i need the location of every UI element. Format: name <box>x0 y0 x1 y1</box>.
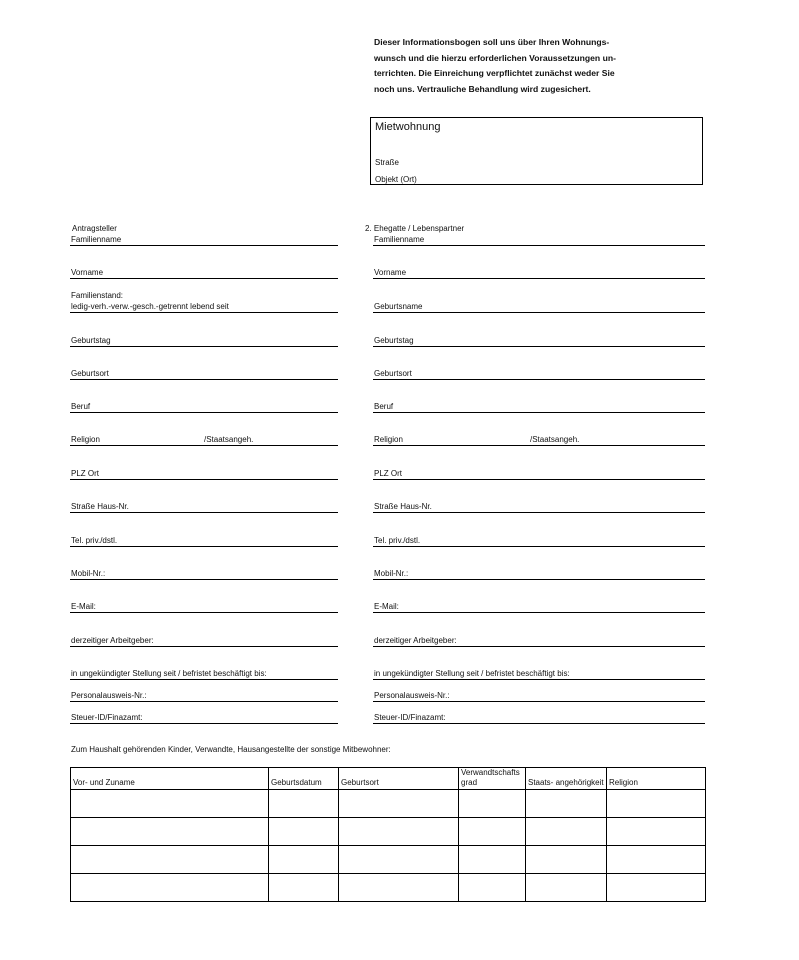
spouse-birthname-field[interactable] <box>373 302 705 313</box>
field-label: Tel. priv./dstl. <box>71 536 118 545</box>
spouse-employment-field[interactable] <box>373 669 705 680</box>
table-cell[interactable] <box>339 874 459 902</box>
applicant-nationality-label: /Staatsangeh. <box>204 435 254 444</box>
spouse-birthplace-field[interactable] <box>373 369 705 380</box>
table-header-row <box>71 768 706 790</box>
spouse-employer-field[interactable] <box>373 636 705 647</box>
applicant-employer-field[interactable] <box>70 636 338 647</box>
field-label: Vorname <box>374 268 407 277</box>
rental-title: Mietwohnung <box>375 121 441 133</box>
applicant-profession-field[interactable] <box>70 402 338 413</box>
spouse-firstname-field[interactable] <box>373 268 705 279</box>
field-label: Personalausweis-Nr.: <box>374 691 450 700</box>
applicant-marital-status-field[interactable] <box>70 291 338 313</box>
field-label: Mobil-Nr.: <box>374 569 409 578</box>
field-label: ledig-verh.-verw.-gesch.-getrennt lebend seit <box>71 302 229 311</box>
table-cell[interactable] <box>607 846 706 874</box>
field-label: Geburtsname <box>374 302 423 311</box>
table-cell[interactable] <box>71 818 269 846</box>
field-label: Geburtsort <box>374 369 412 378</box>
table-cell[interactable] <box>607 790 706 818</box>
applicant-mobile-field[interactable] <box>70 569 338 580</box>
column-header: Staats- angehörigkeit <box>526 768 607 790</box>
table-cell[interactable] <box>459 818 526 846</box>
field-label: derzeitiger Arbeitgeber: <box>71 636 154 645</box>
field-label: Beruf <box>71 402 91 411</box>
table-cell[interactable] <box>71 790 269 818</box>
table-cell[interactable] <box>269 846 339 874</box>
applicant-zip-city-field[interactable] <box>70 469 338 480</box>
table-cell[interactable] <box>269 874 339 902</box>
spouse-zip-city-field[interactable] <box>373 469 705 480</box>
applicant-birthday-field[interactable] <box>70 336 338 347</box>
table-row <box>71 818 706 846</box>
applicant-birthplace-field[interactable] <box>70 369 338 380</box>
table-cell[interactable] <box>269 818 339 846</box>
field-label: E-Mail: <box>374 602 399 611</box>
field-label: Straße Haus-Nr. <box>374 502 432 511</box>
table-cell[interactable] <box>339 846 459 874</box>
intro-line: wunsch und die hierzu erforderlichen Voraussetzungen un- <box>374 52 616 63</box>
table-row <box>71 790 706 818</box>
applicant-email-field[interactable] <box>70 602 338 613</box>
field-label: Beruf <box>374 402 394 411</box>
spouse-street-field[interactable] <box>373 502 705 513</box>
field-label: Geburtstag <box>71 336 111 345</box>
applicant-tax-id-field[interactable] <box>70 713 338 724</box>
column-header: Religion <box>607 768 706 790</box>
applicant-surname-field[interactable] <box>70 235 338 246</box>
spouse-mobile-field[interactable] <box>373 569 705 580</box>
table-cell[interactable] <box>459 790 526 818</box>
table-cell[interactable] <box>459 846 526 874</box>
field-label: PLZ Ort <box>374 469 403 478</box>
applicant-heading: Antragsteller <box>72 224 117 233</box>
field-label: Personalausweis-Nr.: <box>71 691 147 700</box>
table-cell[interactable] <box>459 874 526 902</box>
spouse-profession-field[interactable] <box>373 402 705 413</box>
applicant-firstname-field[interactable] <box>70 268 338 279</box>
spouse-surname-field[interactable] <box>373 235 705 246</box>
applicant-employment-field[interactable] <box>70 669 338 680</box>
spouse-religion-field[interactable] <box>373 435 705 446</box>
field-label: in ungekündigter Stellung seit / befristet beschäftigt bis: <box>71 669 267 678</box>
intro-text <box>374 35 642 97</box>
table-cell[interactable] <box>71 846 269 874</box>
household-table <box>70 767 706 902</box>
table-cell[interactable] <box>526 818 607 846</box>
table-cell[interactable] <box>526 790 607 818</box>
field-label: Mobil-Nr.: <box>71 569 106 578</box>
field-label: Steuer-ID/Finazamt: <box>374 713 446 722</box>
field-label: Vorname <box>71 268 104 277</box>
field-label: in ungekündigter Stellung seit / befristet beschäftigt bis: <box>374 669 570 678</box>
table-row <box>71 846 706 874</box>
field-label: Religion <box>71 435 100 444</box>
spouse-phone-field[interactable] <box>373 536 705 547</box>
spouse-nationality-label: /Staatsangeh. <box>530 435 580 444</box>
intro-line: terrichten. Die Einreichung verpflichtet zunächst weder Sie <box>374 68 615 79</box>
applicant-street-field[interactable] <box>70 502 338 513</box>
household-title: Zum Haushalt gehörenden Kinder, Verwandte, Hausangestellte der sonstige Mitbewohner: <box>71 745 391 754</box>
table-cell[interactable] <box>526 846 607 874</box>
marital-status-heading: Familienstand: <box>71 291 124 300</box>
field-label: Geburtsort <box>71 369 109 378</box>
field-label: PLZ Ort <box>71 469 100 478</box>
table-cell[interactable] <box>339 818 459 846</box>
column-header: Geburtsort <box>339 768 459 790</box>
column-header: Geburtsdatum <box>269 768 339 790</box>
field-label: Tel. priv./dstl. <box>374 536 421 545</box>
column-header: Vor- und Zuname <box>71 768 269 790</box>
table-cell[interactable] <box>607 874 706 902</box>
field-label: derzeitiger Arbeitgeber: <box>374 636 457 645</box>
intro-line: Dieser Informationsbogen soll uns über Ihren Wohnungs- <box>374 37 610 47</box>
spouse-email-field[interactable] <box>373 602 705 613</box>
spouse-heading: 2. Ehegatte / Lebenspartner <box>365 224 465 233</box>
field-label: Familienname <box>374 235 425 244</box>
column-header: Verwandtschafts grad <box>459 768 526 790</box>
table-cell[interactable] <box>339 790 459 818</box>
spouse-tax-id-field[interactable] <box>373 713 705 724</box>
table-cell[interactable] <box>526 874 607 902</box>
spouse-id-card-field[interactable] <box>373 691 705 702</box>
field-label: Familienname <box>71 235 122 244</box>
field-label: Straße Haus-Nr. <box>71 502 129 511</box>
applicant-phone-field[interactable] <box>70 536 338 547</box>
table-cell[interactable] <box>269 790 339 818</box>
field-label: Religion <box>374 435 403 444</box>
applicant-religion-field[interactable] <box>70 435 338 446</box>
table-row <box>71 874 706 902</box>
rental-object-field[interactable]: Objekt (Ort) <box>375 175 417 184</box>
field-label: Geburtstag <box>374 336 414 345</box>
rental-box <box>370 117 703 185</box>
rental-street-field[interactable]: Straße <box>375 158 400 167</box>
field-label: E-Mail: <box>71 602 96 611</box>
spouse-birthday-field[interactable] <box>373 336 705 347</box>
table-cell[interactable] <box>607 818 706 846</box>
applicant-id-card-field[interactable] <box>70 691 338 702</box>
field-label: Steuer-ID/Finazamt: <box>71 713 143 722</box>
table-cell[interactable] <box>71 874 269 902</box>
intro-line: noch uns. Vertrauliche Behandlung wird zugesichert. <box>374 83 591 94</box>
